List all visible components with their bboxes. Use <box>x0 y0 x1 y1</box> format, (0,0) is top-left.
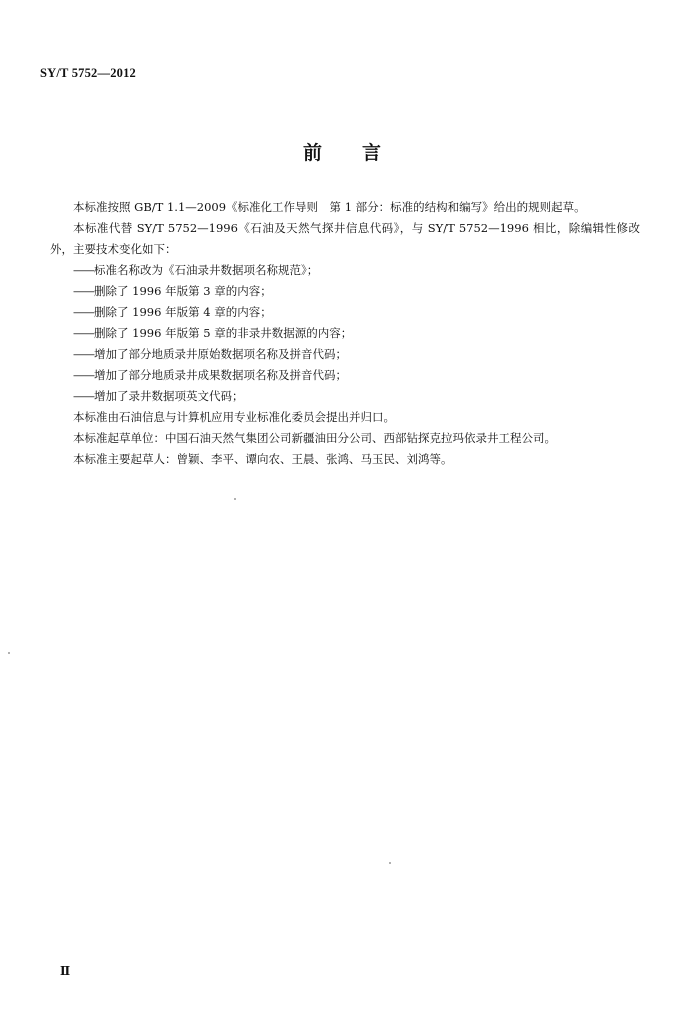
list-item-text: 删除了 1996 年版第 5 章的非录井数据源的内容； <box>94 326 353 340</box>
body-text <box>50 197 640 470</box>
list-item <box>50 260 640 281</box>
list-dash: —— <box>73 347 94 361</box>
list-item <box>50 344 640 365</box>
paragraph-proposer: 本标准由石油信息与计算机应用专业标准化委员会提出并归口。 <box>73 410 395 424</box>
list-dash: —— <box>73 389 94 403</box>
list-item <box>50 386 640 407</box>
list-dash: —— <box>73 305 94 319</box>
list-item-text: 删除了 1996 年版第 3 章的内容； <box>94 284 272 298</box>
list-dash: —— <box>73 263 94 277</box>
page-number: Ⅱ <box>60 964 71 978</box>
list-dash: —— <box>73 368 94 382</box>
paragraph-replacement: 本标准代替 SY/T 5752—1996《石油及天然气探井信息代码》，与 SY/T 5752—1996 相比，除编辑性修改外，主要技术变化如下： <box>50 221 640 256</box>
paragraph-drafters: 本标准主要起草人：曾颖、李平、谭向农、王晨、张鸿、马玉民、刘鸿等。 <box>73 452 453 466</box>
list-item-text: 增加了部分地质录井成果数据项名称及拼音代码； <box>94 368 347 382</box>
list-dash: —— <box>73 284 94 298</box>
paragraph-drafting-units: 本标准起草单位：中国石油天然气集团公司新疆油田分公司、西部钻探克拉玛依录井工程公司。 <box>73 431 556 445</box>
list-item-text: 增加了部分地质录井原始数据项名称及拼音代码； <box>94 347 347 361</box>
paragraph-drafting-rules: 本标准按照 GB/T 1.1—2009《标准化工作导则 第 1 部分：标准的结构和编写》给出的规则起草。 <box>73 200 586 214</box>
scan-speck <box>8 652 10 654</box>
standard-code: SY/T 5752—2012 <box>40 66 136 80</box>
scan-speck <box>234 498 236 500</box>
list-item-text: 标准名称改为《石油录井数据项名称规范》； <box>94 263 319 277</box>
scan-speck <box>389 862 391 864</box>
list-item-text: 增加了录井数据项英文代码； <box>94 389 244 403</box>
list-item <box>50 281 640 302</box>
list-item <box>50 323 640 344</box>
list-item-text: 删除了 1996 年版第 4 章的内容； <box>94 305 272 319</box>
page-title: 前言 <box>302 142 421 164</box>
list-item <box>50 365 640 386</box>
list-item <box>50 302 640 323</box>
list-dash: —— <box>73 326 94 340</box>
